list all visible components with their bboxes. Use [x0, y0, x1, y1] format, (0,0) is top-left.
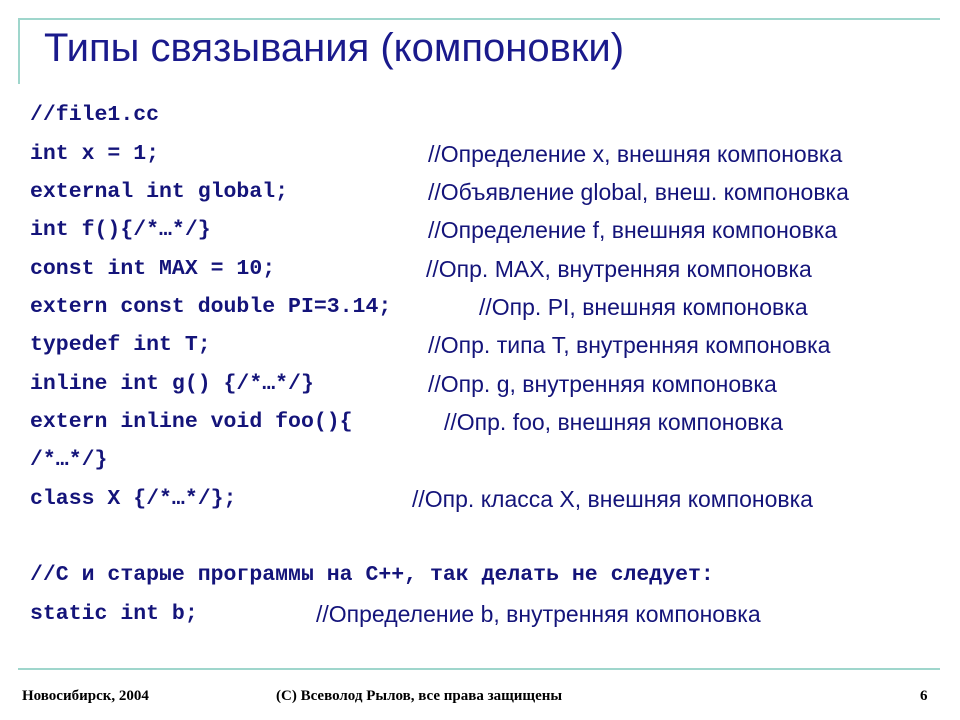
footer-copyright: (C) Всеволод Рылов, все права защищены	[276, 688, 563, 704]
slide-title: Типы связывания (компоновки)	[44, 26, 625, 70]
code-comment: //Определение b, внутренняя компоновка	[316, 601, 761, 627]
code-line	[30, 97, 940, 133]
code-comment: //Опр. класса X, внешняя компоновка	[412, 486, 813, 512]
code-line	[30, 174, 940, 210]
code-line	[30, 212, 940, 248]
code-comment: //Определение f, внешняя компоновка	[428, 217, 838, 243]
bottom-border-line	[18, 668, 940, 670]
code-text: external int global;	[30, 180, 289, 204]
code-text: int f(){/*…*/}	[30, 218, 211, 242]
code-line	[30, 136, 940, 172]
code-comment: //Объявление global, внеш. компоновка	[428, 179, 849, 205]
code-line	[30, 251, 940, 287]
code-text: extern inline void foo(){	[30, 410, 353, 434]
code-text: //C и старые программы на C++, так делать не следует:	[30, 563, 714, 587]
code-text: /*…*/}	[30, 448, 108, 472]
code-text: typedef int T;	[30, 333, 211, 357]
code-text: extern const double PI=3.14;	[30, 295, 392, 319]
code-text: //file1.cc	[30, 103, 160, 127]
left-border-line	[18, 18, 20, 84]
footer-location-year: Новосибирск, 2004	[22, 688, 149, 704]
page-number: 6	[920, 688, 928, 704]
code-comment: //Опр. g, внутренняя компоновка	[428, 371, 777, 397]
code-line	[30, 557, 940, 593]
code-line	[30, 327, 940, 363]
code-line	[30, 366, 940, 402]
code-comment: //Опр. foo, внешняя компоновка	[444, 409, 783, 435]
code-text: int x = 1;	[30, 142, 160, 166]
code-text: static int b;	[30, 602, 198, 626]
code-line	[30, 289, 940, 325]
code-comment: //Опр. типа T, внутренняя компоновка	[428, 332, 831, 358]
code-line	[30, 596, 940, 632]
code-line	[30, 481, 940, 517]
code-text: class X {/*…*/};	[30, 487, 237, 511]
code-comment: //Определение x, внешняя компоновка	[428, 141, 843, 167]
top-border-line	[18, 18, 940, 20]
code-line	[30, 442, 940, 478]
code-line	[30, 404, 940, 440]
code-comment: //Опр. MAX, внутренняя компоновка	[426, 256, 812, 282]
code-text: const int MAX = 10;	[30, 257, 276, 281]
code-text: inline int g() {/*…*/}	[30, 372, 314, 396]
code-comment: //Опр. PI, внешняя компоновка	[479, 294, 808, 320]
